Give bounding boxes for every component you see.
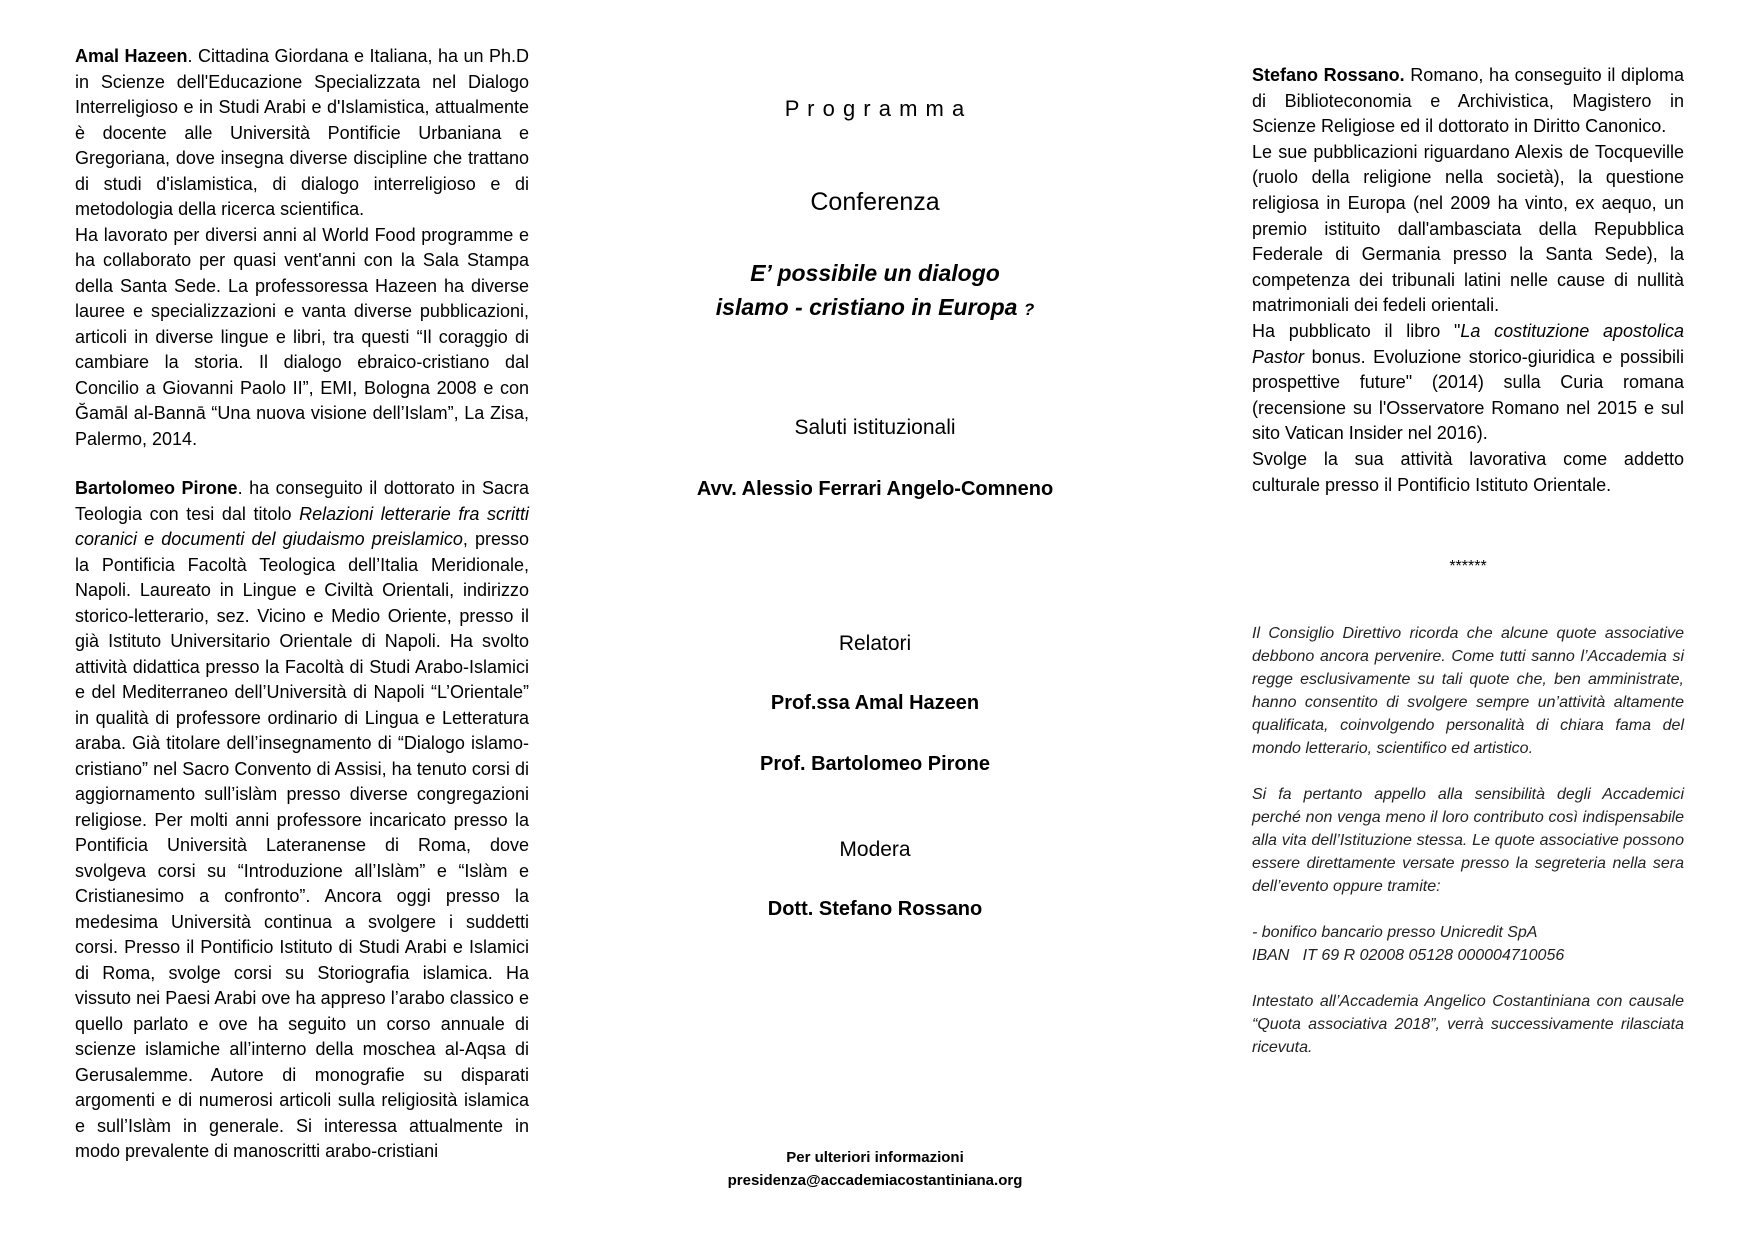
stefano-book-intro: Ha pubblicato il libro " [1252,320,1461,341]
saluti-heading: Saluti istituzionali [794,416,956,439]
conference-title-line-1: E’ possibile un dialogo [750,260,1000,286]
right-column [1252,63,1684,1059]
stefano-job: Svolge la sua attività lavorativa come addetto culturale presso il Pontificio Istituto Orientale. [1252,448,1684,495]
bartolomeo-bio-intro: . ha conseguito il dottorato in Sacra Teologia con tesi dal titolo [75,478,529,524]
thesis-title: Relazioni letterarie fra scritti coranici e documenti del giudaismo preislamico [75,503,529,549]
amal-bio-paragraph [75,44,529,223]
contact-info [640,1146,1110,1192]
left-column [75,44,529,1165]
programma-heading: P r o g r a m m a [784,96,966,121]
conferenza-heading: Conferenza [810,188,940,216]
saluti-speaker: Avv. Alessio Ferrari Angelo-Comneno [696,478,1054,500]
stefano-bio-text: Romano, ha conseguito il diploma di Biblioteconomia e Archivistica, Magistero in Scienze Religiose ed il dottorato in Diritto Canonico. [1252,65,1684,137]
receipt-note: Intestato all’Accademia Angelico Costantiniana con causale “Quota associativa 2018”, verrà successivamente rilasciata ricevuta. [1252,992,1684,1056]
conference-title [640,256,1110,327]
relatore-hazeen: Prof.ssa Amal Hazeen [770,692,980,714]
stefano-name: Stefano Rossano. [1252,65,1405,85]
separator: ****** [1449,558,1487,576]
membership-note-1: Il Consiglio Direttivo ricorda che alcune quote associative debbono ancora pervenire. Come tutti sanno l’Accademia si regge esclusivamente su tali quote che, ben amministrate, hanno consentito di svolgere sempre un’attività altamente qualificata, coinvolgendo personalità di chiara fama del mondo letterario, scientifico ed artistico. [1252,624,1684,757]
relatori-heading: Relatori [838,632,912,655]
amal-bio-text: . Cittadina Giordana e Italiana, ha un Ph.D in Scienze dell'Educazione Specializzata nel Dialogo Interreligioso e in Studi Arabi e d'Islamistica, attualmente è docente alle Università Pontificie Urbaniana e Gregoriana, dove insegna diverse discipline che trattano di studi d'islamistica, di dialogo interreligioso e di metodologia della ricerca scientifica. [75,46,529,219]
moderator-name: Dott. Stefano Rossano [767,898,983,920]
relatore-pirone: Prof. Bartolomeo Pirone [759,753,991,775]
conference-title-line-2-wrap [640,290,1110,327]
bartolomeo-name: Bartolomeo Pirone [75,478,238,498]
amal-bio-text-2: Ha lavorato per diversi anni al World Food programme e ha collaborato per quasi vent'anni con la Sala Stampa della Santa Sede. La professoressa Hazeen ha diverse lauree e specializzazioni e vanta diverse pubblicazioni, articoli in diverse lingue e libri, tra questi “Il coraggio di cambiare la storia. Il dialogo ebraico-cristiano dal Concilio a Giovanni Paolo II”, EMI, Bologna 2008 e con Ğamāl al-Bannā “Una nuova visione dell’Islam”, La Zisa, Palermo, 2014. [75,224,529,449]
stefano-bio-paragraph [1252,63,1684,140]
amal-name: Amal Hazeen [75,46,188,66]
membership-note-2: Si fa pertanto appello alla sensibilità degli Accademici perché non venga meno il loro contributo così indispensabile alla vita dell’Istituzione stessa. Le quote associative possono essere direttamente versate presso la segreteria nella sera dell’evento oppure tramite: [1252,785,1684,895]
bank-transfer-line: - bonifico bancario presso Unicredit SpA [1252,923,1538,941]
contact-email[interactable]: presidenza@accademiacostantiniana.org [727,1172,1023,1189]
stefano-book-text: bonus. Evoluzione storico-giuridica e possibili prospettive future" (2014) sulla Curia romana (recensione su l'Osservatore Romano nel 2015 e sul sito Vatican Insider nel 2016). [1252,346,1684,444]
bartolomeo-bio-text: , presso la Pontificia Facoltà Teologica dell’Italia Meridionale, Napoli. Laureato in Lingue e Civiltà Orientali, indirizzo storico-letterario, sez. Vicino e Medio Oriente, presso il già Istituto Universitario Orientale di Napoli. Ha svolto attività didattica presso la Facoltà di Studi Arabo-Islamici e del Mediterraneo dell’Università di Napoli “L’Orientale” in qualità di professore ordinario di Lingua e Letteratura araba. Già titolare dell’insegnamento di “Dialogo islamo-cristiano” nel Sacro Convento di Assisi, ha tenuto corsi di aggiornamento sull’islàm presso diverse congregazioni religiose. Per molti anni professore incaricato presso la Pontificia Università Lateranense di Roma, dove svolgeva corsi su “Introduzione all’Islàm” e “Islàm e Cristianesimo a confronto”. Ancora oggi presso la medesima Università continua a svolgere i suddetti corsi. Presso il Pontificio Istituto di Studi Arabi e Islamici di Roma, svolge corsi su Storiografia islamica. Ha vissuto nei Paesi Arabi ove ha appreso l’arabo classico e quello parlato e ove ha seguito un corso annuale di scienze islamiche all’interno della moschea al-Aqsa di Gerusalemme. Autore di monografie su disparati argomenti e di numerosi articoli sulla religiosità islamica e sull’Islàm in generale. Si interessa attualmente in modo prevalente di manoscritti arabo-cristiani [75,529,530,1161]
modera-heading: Modera [839,838,911,861]
conference-title-line-2: islamo - cristiano in Europa [715,294,1018,320]
conference-title-question: ? [1023,300,1035,319]
iban-line: IBAN IT 69 R 02008 05128 000004710056 [1252,946,1565,964]
stefano-publications: Le sue pubblicazioni riguardano Alexis de Tocqueville (ruolo della religione nella società), la questione religiosa in Europa (nel 2009 ha vinto, ex aequo, un premio istituito dall'ambasciata della Repubblica Federale di Germania presso la Santa Sede), la competenza dei tribunali latini nelle cause di nullità matrimoniali dei fedeli orientali. [1252,141,1684,316]
bartolomeo-bio-paragraph [75,476,529,1165]
book-title: La costituzione apostolica Pastor [1252,320,1684,367]
contact-label: Per ulteriori informazioni [786,1149,964,1166]
stefano-book-paragraph [1252,319,1684,447]
